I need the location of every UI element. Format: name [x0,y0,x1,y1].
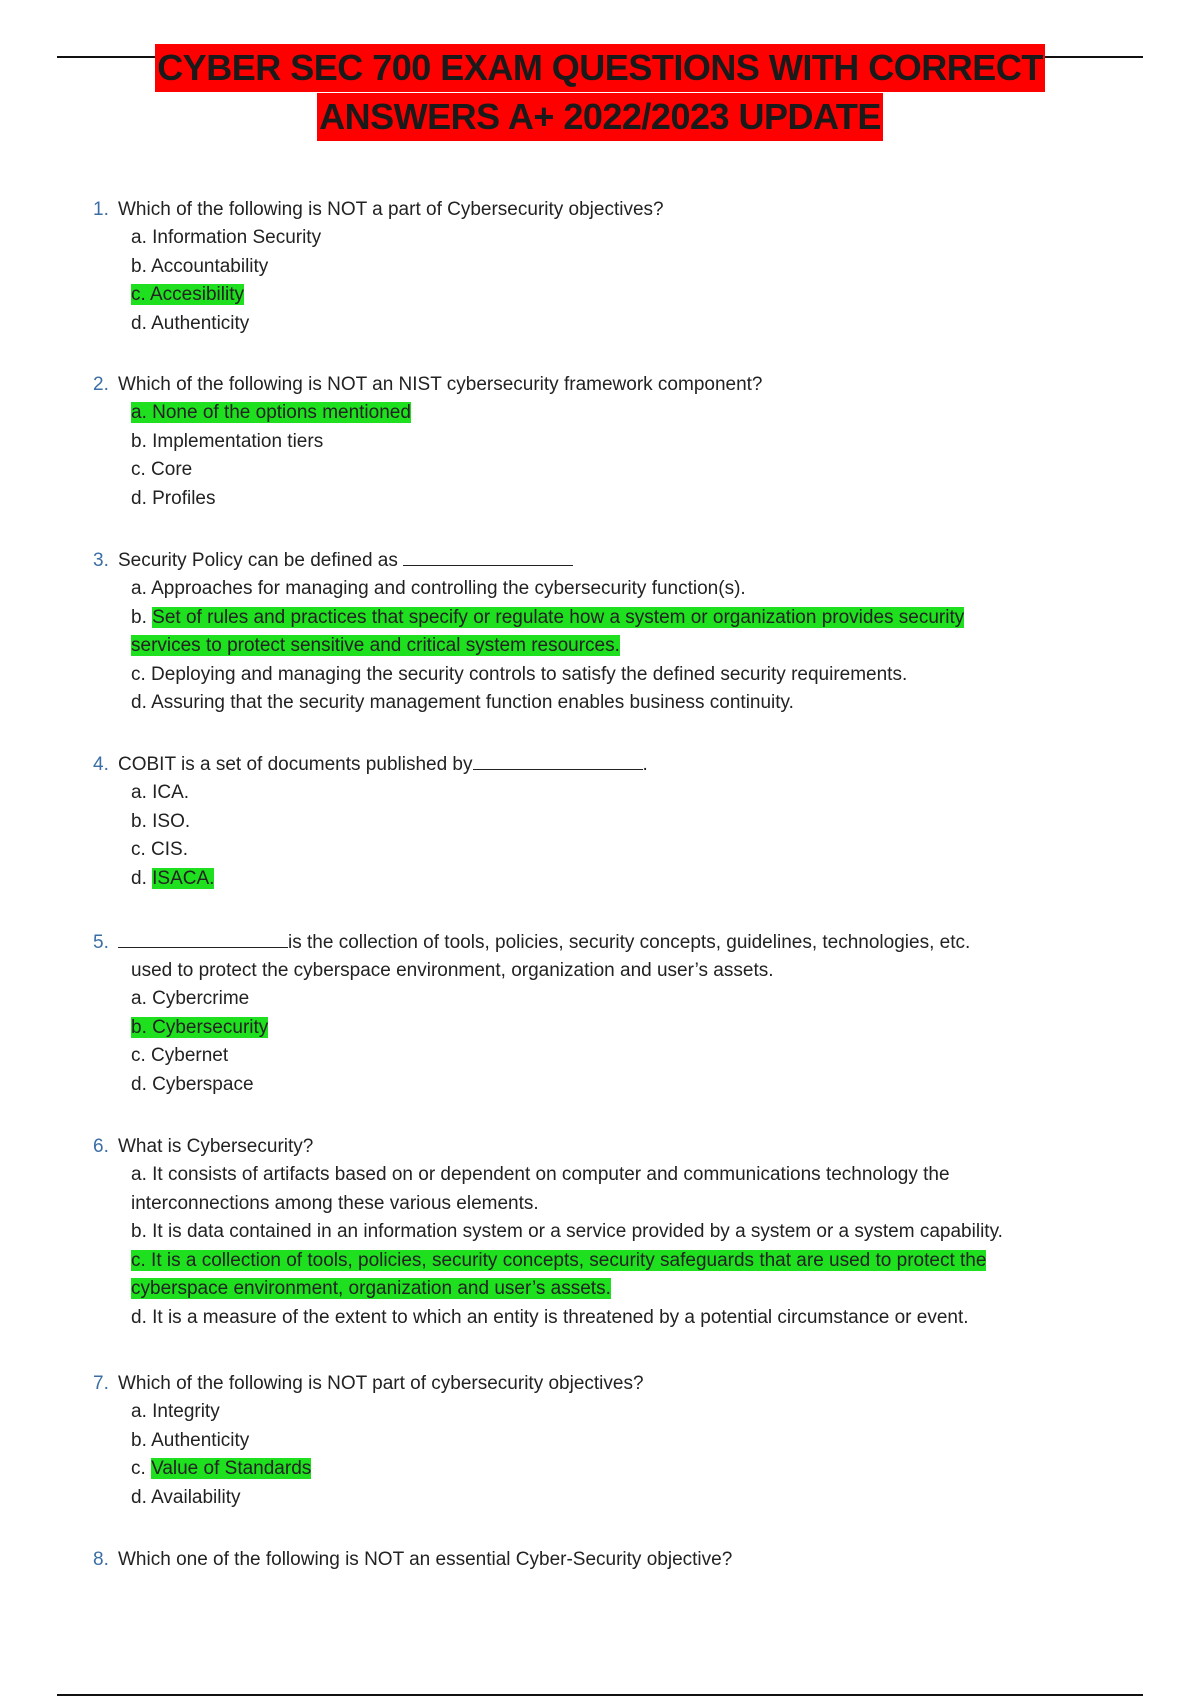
question-text-end: . [642,754,648,775]
question-2 [93,371,1093,513]
question-text-cont: used to protect the cyberspace environment, organization and user’s assets. [131,960,774,981]
title-line-2: ANSWERS A+ 2022/2023 UPDATE [317,93,883,141]
option-b: b. Accountability [131,255,269,277]
option-c-correct-cont: cyberspace environment, organization and user’s assets. [131,1278,611,1299]
option-c-prefix: c. [131,1458,146,1479]
fill-in-blank [473,751,643,770]
question-1 [93,196,1093,338]
option-c: c. Cybernet [131,1045,229,1066]
question-5 [93,929,1093,1099]
question-text: is the collection of tools, policies, security concepts, guidelines, technologies, etc. [288,932,971,953]
question-8 [93,1546,1093,1574]
option-b-correct: b. Cybersecurity [131,1016,269,1038]
option-c: c. Core [131,459,193,480]
question-text: Security Policy can be defined as [118,550,398,571]
question-number: 7. [93,1373,109,1394]
option-d: d. Authenticity [131,312,250,334]
option-a: a. Cybercrime [131,988,250,1009]
document-title [0,44,1200,141]
option-b-correct: Set of rules and practices that specify or regulate how a system or organization provides security [152,606,965,628]
option-b-prefix: b. [131,606,147,628]
question-number: 6. [93,1136,109,1157]
bottom-rule [57,1694,1143,1696]
option-a: a. Approaches for managing and controlling the cybersecurity function(s). [131,578,746,599]
option-b: b. ISO. [131,810,191,832]
option-b: b. Authenticity [131,1429,250,1451]
option-b: b. It is data contained in an information system or a service provided by a system or a system capability. [131,1221,1003,1242]
option-c: c. Deploying and managing the security controls to satisfy the defined security requirements. [131,663,908,685]
option-d: d. Assuring that the security management function enables business continuity. [131,692,794,713]
option-c: c. CIS. [131,839,189,860]
question-number: 1. [93,199,109,220]
option-c-correct: c. Accesibility [131,284,244,305]
option-a: a. ICA. [131,782,190,803]
option-d: d. It is a measure of the extent to which an entity is threatened by a potential circumstance or event. [131,1306,969,1328]
question-number: 5. [93,932,109,953]
option-a: a. It consists of artifacts based on or dependent on computer and communications technology the [131,1164,950,1185]
fill-in-blank [403,547,573,566]
question-text: What is Cybersecurity? [118,1136,314,1157]
option-b: b. Implementation tiers [131,430,324,452]
fill-in-blank [118,929,288,948]
question-number: 2. [93,374,109,395]
option-c-correct: Value of Standards [151,1458,312,1479]
option-d: d. Cyberspace [131,1073,254,1095]
option-a: a. Information Security [131,227,322,248]
option-a: a. Integrity [131,1401,220,1422]
question-text: Which of the following is NOT part of cybersecurity objectives? [118,1373,644,1394]
option-c-correct: c. It is a collection of tools, policies, security concepts, security safeguards that are used to protect the [131,1249,987,1271]
question-number: 8. [93,1549,109,1570]
option-d-correct: ISACA. [152,867,215,889]
question-text: Which one of the following is NOT an essential Cyber-Security objective? [118,1549,733,1570]
option-d: d. Availability [131,1486,241,1508]
question-4 [93,751,1093,893]
option-b-correct-cont: services to protect sensitive and critical system resources. [131,635,620,656]
question-number: 3. [93,550,109,571]
option-a-cont: interconnections among these various elements. [131,1192,539,1214]
question-text: COBIT is a set of documents published by [118,754,473,775]
option-d-prefix: d. [131,867,147,889]
title-line-1: CYBER SEC 700 EXAM QUESTIONS WITH CORRECT [155,44,1045,92]
question-6 [93,1133,1093,1332]
option-a-correct: a. None of the options mentioned [131,402,411,423]
question-text: Which of the following is NOT an NIST cybersecurity framework component? [118,374,763,395]
question-text: Which of the following is NOT a part of Cybersecurity objectives? [118,199,664,220]
option-d: d. Profiles [131,487,216,509]
question-number: 4. [93,754,109,775]
question-7 [93,1370,1093,1512]
question-3 [93,547,1093,718]
